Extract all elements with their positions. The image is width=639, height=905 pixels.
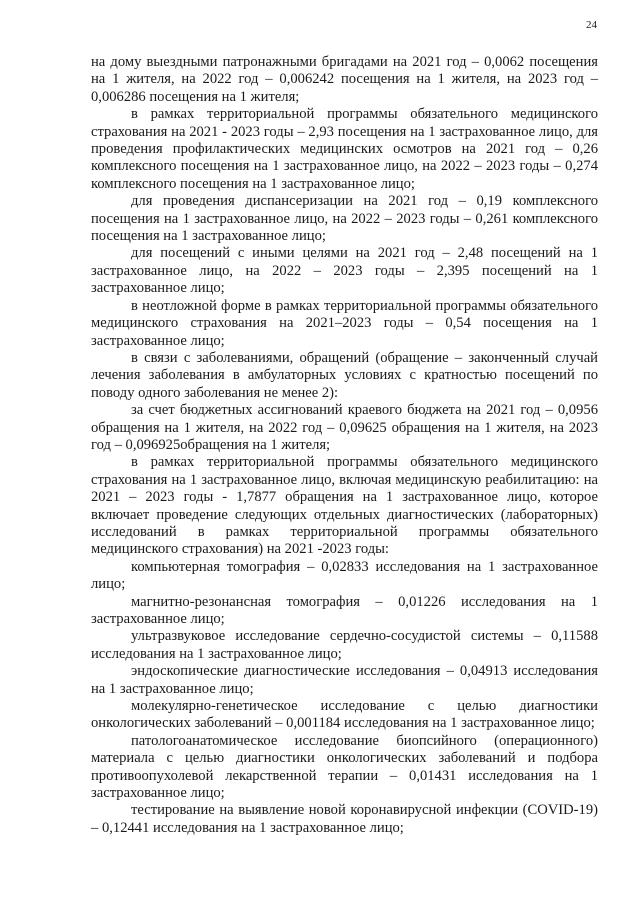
paragraph: для посещений с иными целями на 2021 год – 2,48 посещений на 1 застрахованное лицо, на 2022 – 2023 годы – 2,395 посещений на 1 застрахованное лицо; <box>91 245 598 297</box>
paragraph: на дому выездными патронажными бригадами на 2021 год – 0,0062 посещения на 1 жителя, на 2022 год – 0,006242 посещения на 1 жителя, на 2023 год – 0,006286 посещения на 1 жителя; <box>91 54 598 105</box>
paragraph: в рамках территориальной программы обязательного медицинского страхования на 1 застрахованное лицо, включая медицинскую реабилитацию: на 2021 – 2023 годы - 1,7877 обращения на 1 застрахованное лицо, которое включает проведение следующих отдельных диагностических (лабораторных) исследований в рамках территориальной программы обязательного медицинского страхования) на 2021 -2023 годы: <box>91 454 598 558</box>
document-body <box>91 54 598 837</box>
page-number: 24 <box>586 19 597 31</box>
paragraph: тестирование на выявление новой коронавирусной инфекции (COVID-19) – 0,12441 исследования на 1 застрахованное лицо; <box>91 802 598 836</box>
paragraph: в неотложной форме в рамках территориальной программы обязательного медицинского страхования на 2021–2023 годы – 0,54 посещения на 1 застрахованное лицо; <box>91 297 598 349</box>
paragraph: в рамках территориальной программы обязательного медицинского страхования на 2021 - 2023 годы – 2,93 посещения на 1 застрахованное лицо, для проведения профилактических медицинских осмотров на 2021 год – 0,26 комплексного посещения на 1 застрахованное лицо, на 2022 – 2023 годы – 0,274 комплексного посещения на 1 застрахованное лицо; <box>91 106 598 192</box>
paragraph: молекулярно-генетическое исследование с целью диагностики онкологических заболеваний – 0,001184 исследования на 1 застрахованное лицо; <box>91 698 598 732</box>
paragraph: в связи с заболеваниями, обращений (обращение – законченный случай лечения заболевания в амбулаторных условиях с кратностью посещений по поводу одного заболевания не менее 2): <box>91 349 598 401</box>
paragraph: за счет бюджетных ассигнований краевого бюджета на 2021 год – 0,0956 обращения на 1 жителя, на 2022 год – 0,09625 обращения на 1 жителя, на 2023 год – 0,096925обращения на 1 жителя; <box>91 402 598 453</box>
paragraph: компьютерная томография – 0,02833 исследования на 1 застрахованное лицо; <box>91 558 598 593</box>
paragraph: эндоскопические диагностические исследования – 0,04913 исследования на 1 застрахованное лицо; <box>91 663 598 697</box>
paragraph: патологоанатомическое исследование биопсийного (операционного) материала с целью диагностики онкологических заболеваний и подбора противоопухолевой лекарственной терапии – 0,01431 исследования на 1 застрахованное лицо; <box>91 732 598 802</box>
paragraph: ультразвуковое исследование сердечно-сосудистой системы – 0,11588 исследования на 1 застрахованное лицо; <box>91 628 598 662</box>
paragraph: для проведения диспансеризации на 2021 год – 0,19 комплексного посещения на 1 застрахованное лицо, на 2022 – 2023 годы – 0,261 комплексного посещения на 1 застрахованное лицо; <box>91 193 598 245</box>
paragraph: магнитно-резонансная томография – 0,01226 исследования на 1 застрахованное лицо; <box>91 593 598 627</box>
